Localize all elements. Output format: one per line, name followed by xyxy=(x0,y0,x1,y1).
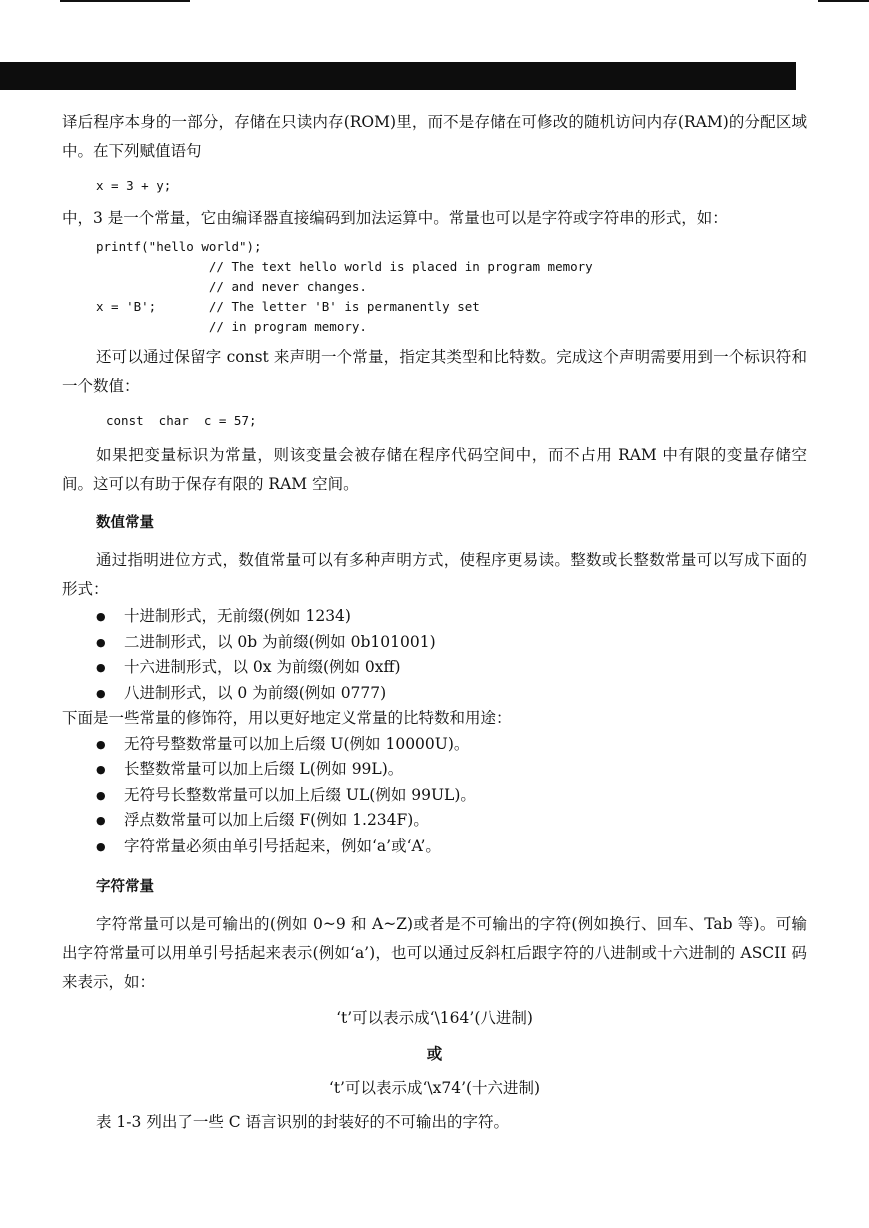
numeric-modifiers-list xyxy=(62,732,807,860)
intro-paragraph-constant: 中，3 是一个常量，它由编译器直接编码到加法运算中。常量也可以是字符或字符串的形式，如： xyxy=(62,209,728,227)
page-header-bar xyxy=(0,62,796,90)
top-edge-rule-right xyxy=(818,0,869,2)
example-or: 或 xyxy=(426,1044,443,1063)
intro-paragraph-const-keyword: 还可以通过保留字 const 来声明一个常量，指定其类型和比特数。完成这个声明需要用到一个标识符和一个数值： xyxy=(62,348,807,395)
list-item: ● 八进制形式，以 0 为前缀(例如 0777) xyxy=(62,681,807,707)
intro-paragraph-continued: 译后程序本身的一部分，存储在只读内存(ROM)里，而不是存储在可修改的随机访问内存(RAM)的分配区域中。在下列赋值语句 xyxy=(62,113,807,160)
numeric-paragraph-modifiers: 下面是一些常量的修饰符，用以更好地定义常量的比特数和用途： xyxy=(62,709,512,727)
list-item: ● 字符常量必须由单引号括起来，例如‘a’或‘A’。 xyxy=(62,834,807,860)
intro-paragraph-storage: 如果把变量标识为常量，则该变量会被存储在程序代码空间中，而不占用 RAM 中有限的变量存储空间。这可以有助于保存有限的 RAM 空间。 xyxy=(62,446,807,493)
character-paragraph-table-ref: 表 1-3 列出了一些 C 语言识别的封装好的不可输出的字符。 xyxy=(96,1113,510,1131)
list-item: ● 二进制形式，以 0b 为前缀(例如 0b101001) xyxy=(62,630,807,656)
code-printf-example: printf("hello world"); // The text hello world is placed in program memory // and never changes. x = 'B'; // The letter 'B' is permanently set // in program memory. xyxy=(96,239,593,334)
top-edge-rule-left xyxy=(60,0,190,2)
section-heading-character-constants: 字符常量 xyxy=(96,879,154,895)
example-hex: ‘t’可以表示成‘\x74’(十六进制) xyxy=(328,1079,541,1097)
list-item: ● 长整数常量可以加上后缀 L(例如 99L)。 xyxy=(62,757,807,783)
list-item: ● 无符号整数常量可以加上后缀 U(例如 10000U)。 xyxy=(62,732,807,758)
list-item: ● 十六进制形式，以 0x 为前缀(例如 0xff) xyxy=(62,655,807,681)
numeric-forms-list xyxy=(62,604,807,706)
character-paragraph-intro: 字符常量可以是可输出的(例如 0~9 和 A~Z)或者是不可输出的字符(例如换行、回车、Tab 等)。可输出字符常量可以用单引号括起来表示(例如‘a’)，也可以通过反斜杠后跟字符的八进制或十六进制的 ASCII 码来表示，如： xyxy=(62,915,807,991)
numeric-paragraph-intro: 通过指明进位方式，数值常量可以有多种声明方式，使程序更易读。整数或长整数常量可以写成下面的形式： xyxy=(62,551,807,598)
section-heading-numeric-constants: 数值常量 xyxy=(96,515,154,531)
page-body xyxy=(62,108,807,1137)
list-item: ● 无符号长整数常量可以加上后缀 UL(例如 99UL)。 xyxy=(62,783,807,809)
code-assignment-example: x = 3 + y; xyxy=(96,178,172,193)
list-item: ● 浮点数常量可以加上后缀 F(例如 1.234F)。 xyxy=(62,808,807,834)
list-item: ● 十进制形式，无前缀(例如 1234) xyxy=(62,604,807,630)
example-octal: ‘t’可以表示成‘\164’(八进制) xyxy=(336,1009,533,1027)
code-const-example: const char c = 57; xyxy=(106,413,257,428)
